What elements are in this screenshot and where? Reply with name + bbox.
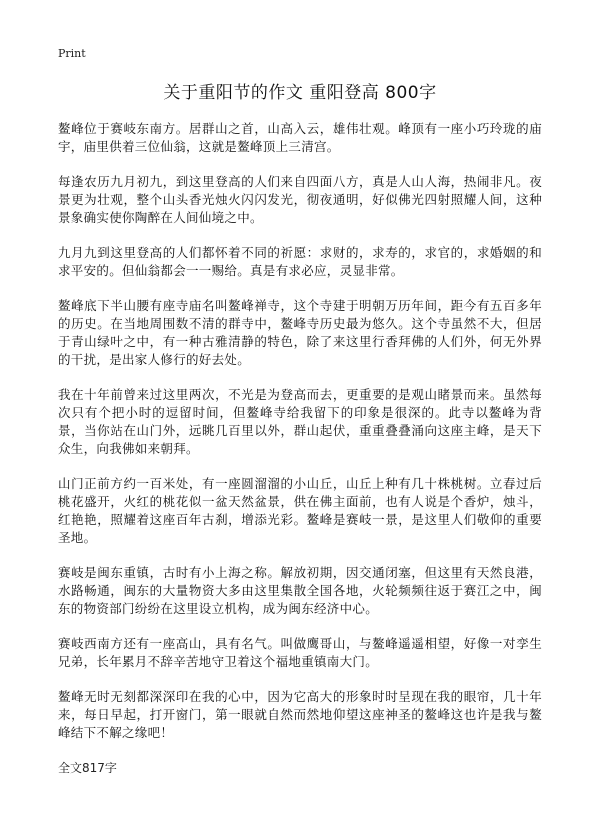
article-body [58,120,542,742]
page-title: 关于重阳节的作文 重阳登高 800字 [163,83,437,103]
word-count: 全文817字 [58,761,117,775]
paragraph-8: 赛岐西南方还有一座高山，具有名气。叫做鹰哥山，与鳌峰遥遥相望，好像一对孪生兄弟，长年累月不辞辛苦地守卫着这个福地重镇南大门。 [58,636,542,669]
paragraph-6: 山门正前方约一百米处，有一座圆溜溜的小山丘，山丘上种有几十株桃树。立春过后桃花盛开，火红的桃花似一盆天然盆景，供在佛主面前，也有人说是个香炉，烛斗，红艳艳，照耀着这座百年古刹，增添光彩。鳌峰是赛岐一景，是这里人们敬仰的重要圣地。 [58,476,542,545]
paragraph-5: 我在十年前曾来过这里两次，不光是为登高而去，更重要的是观山睹景而来。虽然每次只有个把小时的逗留时间，但鳌峰寺给我留下的印象是很深的。此寺以鳌峰为背景，当你站在山门外，远眺几百里以外，群山起伏，重重叠叠涌向这座主峰，是天下众生，向我佛如来朝拜。 [58,387,542,456]
paragraph-7: 赛岐是闽东重镇，古时有小上海之称。解放初期，因交通闭塞，但这里有天然良港，水路畅通，闽东的大量物资大多由这里集散全国各地，火轮频频往返于赛江之中，闽东的物资部门纷纷在这里设立机构，成为闽东经济中心。 [58,565,542,616]
print-link[interactable]: Print [58,47,86,60]
paragraph-2: 每逢农历九月初九，到这里登高的人们来自四面八方，真是人山人海，热闹非凡。夜景更为壮观，整个山头香光烛火闪闪发光，彻夜通明，好似佛光四射照耀人间，这种景象确实使你陶醉在人间仙境之中。 [58,174,542,225]
paragraph-1: 鳌峰位于赛岐东南方。居群山之首，山高入云，雄伟壮观。峰顶有一座小巧玲珑的庙宇，庙里供着三位仙翁，这就是鳌峰顶上三清宫。 [58,121,542,154]
paragraph-9: 鳌峰无时无刻都深深印在我的心中，因为它高大的形象时时呈现在我的眼帘，几十年来，每日早起，打开窗门，第一眼就自然而然地仰望这座神圣的鳌峰这也许是我与鳌峰结下不解之缘吧！ [58,689,542,740]
paragraph-4: 鳌峰底下半山腰有座寺庙名叫鳌峰禅寺，这个寺建于明朝万历年间，距今有五百多年的历史。在当地周围数不清的群寺中，鳌峰寺历史最为悠久。这个寺虽然不大，但居于青山绿叶之中，有一种古雅清静的特色，除了来这里行香拜佛的人们外，何无外界的干扰，是出家人修行的好去处。 [58,298,542,367]
paragraph-3: 九月九到这里登高的人们都怀着不同的祈愿：求财的，求寿的，求官的，求婚姻的和求平安的。但仙翁都会一一赐给。真是有求必应，灵显非常。 [58,245,542,278]
